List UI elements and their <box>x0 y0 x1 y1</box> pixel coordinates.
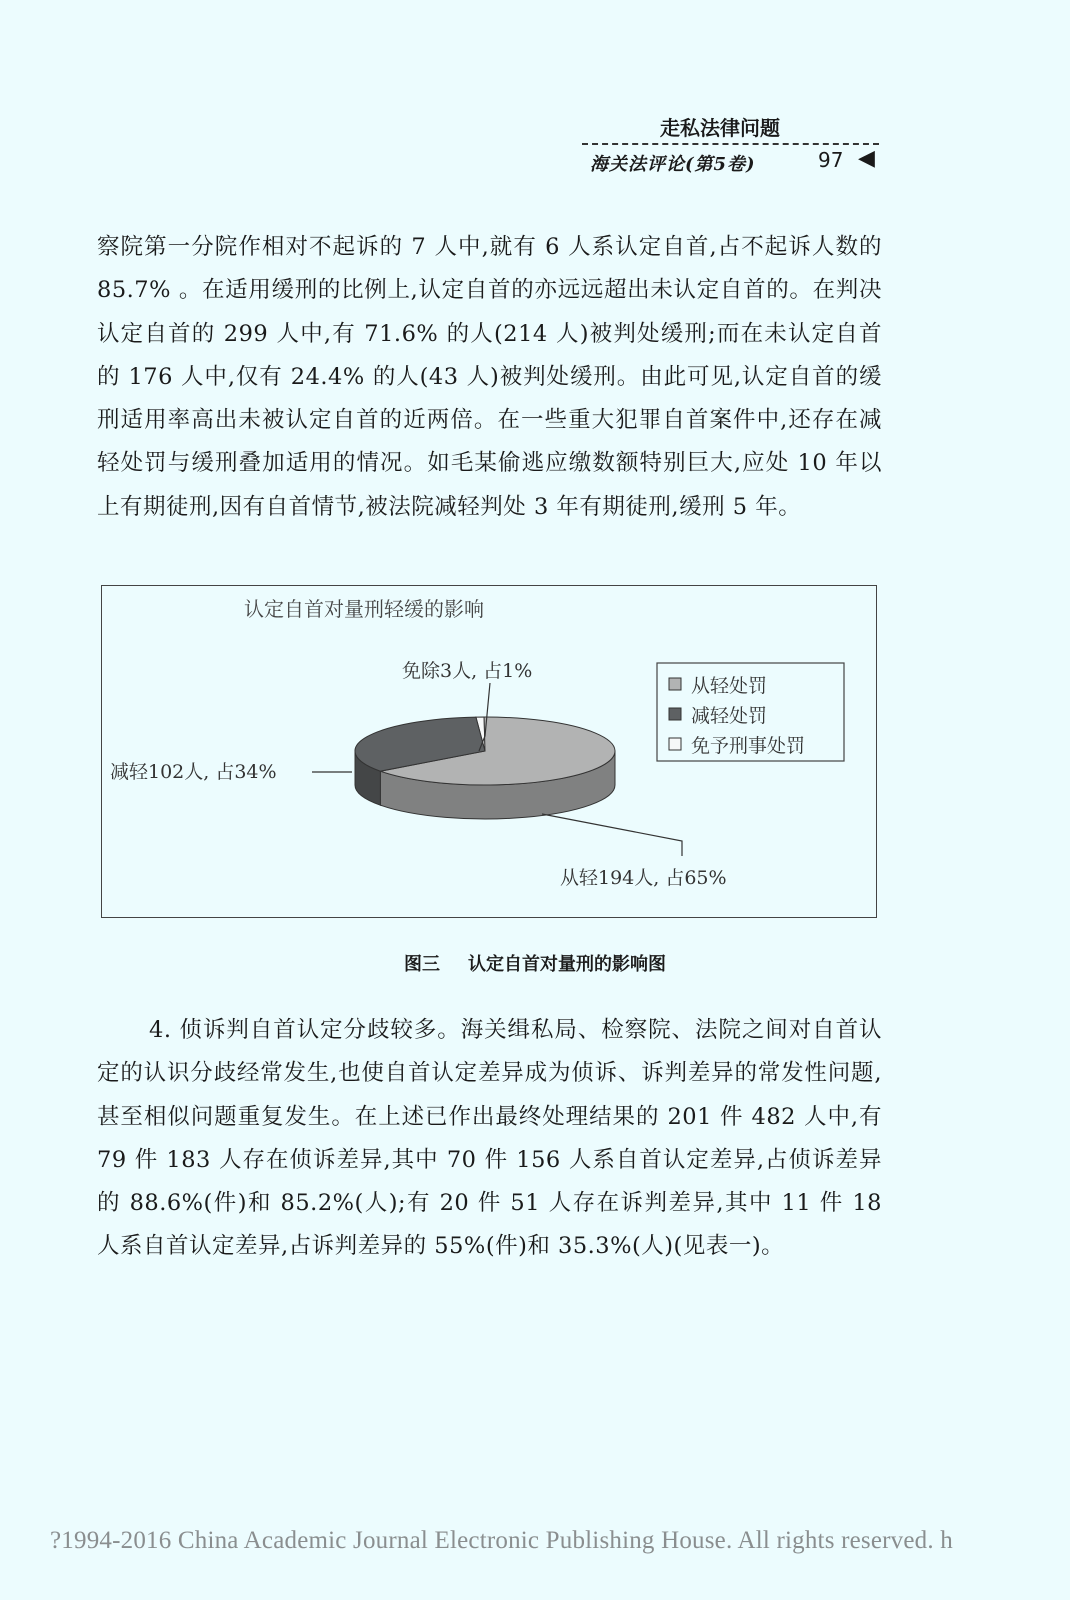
figure-caption-text: 认定自首对量刑的影响图 <box>468 954 666 975</box>
figure-caption <box>0 950 1070 976</box>
body-paragraph: 察院第一分院作相对不起诉的 7 人中,就有 6 人系认定自首,占不起诉人数的 85.7% 。在适用缓刑的比例上,认定自首的亦远远超出未认定自首的。在判决认定自首的 299 人中,有 71.6% 的人(214 人)被判处缓刑;而在未认定自首的 176 人中,仅有 24.4% 的人(43 人)被判处缓刑。由此可见,认定自首的缓刑适用率高出未被认定自首的近两倍。在一些重大犯罪自首案件中,还存在减轻处罚与缓刑叠加适用的情况。如毛某偷逃应缴数额特别巨大,应处 10 年以上有期徒刑,因有自首情节,被法院减轻判处 3 年有期徒刑,缓刑 5 年。 <box>97 234 882 520</box>
page-marker-icon: ◀ <box>858 146 875 171</box>
chart-title: 认定自首对量刑轻缓的影响 <box>244 597 484 621</box>
legend <box>657 663 844 761</box>
data-label-exempt: 免除3人, 占1% <box>402 660 533 682</box>
legend-swatch-mitigated <box>669 708 681 720</box>
legend-swatch-lenient <box>669 678 681 690</box>
body-paragraph: 4. 侦诉判自首认定分歧较多。海关缉私局、检察院、法院之间对自首认定的认识分歧经常发生,也使自首认定差异成为侦诉、诉判差异的常发性问题,甚至相似问题重复发生。在上述已作出最终处理结果的 201 件 482 人中,有 79 件 183 人存在侦诉差异,其中 70 件 156 人系自首认定差异,占侦诉差异的 88.6%(件)和 85.2%(人);有 20 件 51 人存在诉判差异,其中 11 件 18 人系自首认定差异,占诉判差异的 55%(件)和 35.3%(人)(见表一)。 <box>97 1017 882 1260</box>
copyright-footer: ?1994-2016 China Academic Journal Electronic Publishing House. All rights reserved. h <box>50 1527 953 1554</box>
data-label-lenient: 从轻194人, 占65% <box>560 867 727 889</box>
page-number: 97 <box>818 148 844 172</box>
legend-label-mitigated: 减轻处罚 <box>691 705 768 727</box>
figure-number: 图三 <box>404 954 440 975</box>
legend-swatch-exempt <box>669 738 681 750</box>
section-title: 走私法律问题 <box>660 116 780 140</box>
pie-chart-figure <box>101 585 877 918</box>
leader-line-lenient <box>542 814 682 856</box>
pie-chart <box>102 586 878 919</box>
data-label-mitigated: 减轻102人, 占34% <box>110 761 277 783</box>
legend-label-lenient: 从轻处罚 <box>691 675 768 697</box>
header-divider <box>582 143 879 145</box>
journal-name: 海关法评论(第5卷) <box>590 154 756 175</box>
legend-label-exempt: 免予刑事处罚 <box>691 735 806 757</box>
